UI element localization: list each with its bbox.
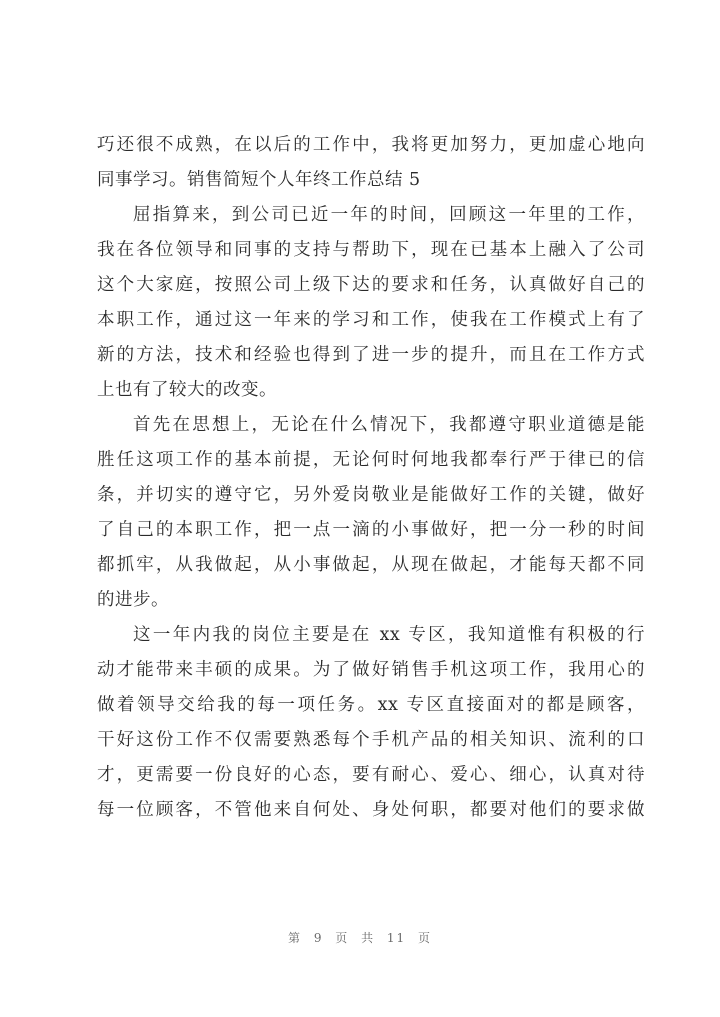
page-number-footer: 第 9 页 共 11 页 [288,931,432,945]
document-body [97,128,645,828]
text-line: 新的方法，技术和经验也得到了进一步的提升，而且在工作方式 [97,345,645,365]
text-line: 动才能带来丰硕的成果。为了做好销售手机这项工作，我用心的 [97,660,645,680]
text-line: 胜任这项工作的基本前提，无论何时何地我都奉行严于律已的信 [97,450,645,470]
text-line: 干好这份工作不仅需要熟悉每个手机产品的相关知识、流利的口 [97,730,645,750]
text-line: 每一位顾客，不管他来自何处、身处何职，都要对他们的要求做 [97,800,645,820]
text-line: 这个大家庭，按照公司上级下达的要求和任务，认真做好自己的 [97,275,645,295]
text-line: 了自己的本职工作，把一点一滴的小事做好，把一分一秒的时间 [97,520,645,540]
text-line: 同事学习。销售简短个人年终工作总结 5 [97,170,421,190]
text-line: 我在各位领导和同事的支持与帮助下，现在已基本上融入了公司 [97,240,645,260]
text-line: 上也有了较大的改变。 [97,380,277,400]
text-line: 都抓牢，从我做起，从小事做起，从现在做起，才能每天都不同 [97,555,645,575]
text-line: 才，更需要一份良好的心态，要有耐心、爱心、细心，认真对待 [97,765,645,785]
text-line: 条，并切实的遵守它，另外爱岗敬业是能做好工作的关键，做好 [97,485,645,505]
text-line: 本职工作，通过这一年来的学习和工作，使我在工作模式上有了 [97,310,645,330]
text-line: 的进步。 [97,590,169,610]
text-line: 屈指算来，到公司已近一年的时间，回顾这一年里的工作， [133,205,645,225]
text-line: 首先在思想上，无论在什么情况下，我都遵守职业道德是能 [133,415,645,435]
text-line: 巧还很不成熟，在以后的工作中，我将更加努力，更加虚心地向 [97,135,645,155]
text-line: 这一年内我的岗位主要是在 xx 专区，我知道惟有积极的行 [133,625,645,645]
text-line: 做着领导交给我的每一项任务。xx 专区直接面对的都是顾客， [97,695,645,715]
